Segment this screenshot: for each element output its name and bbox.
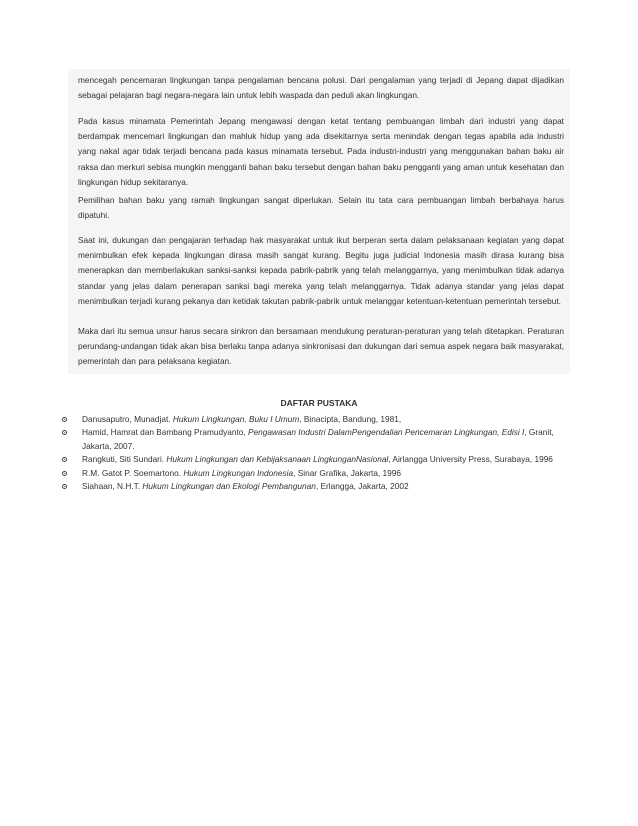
paragraph-3: Pemilihan bahan baku yang ramah lingkungan sangat diperlukan. Selain itu tata cara pembuangan limbah berbahaya harus dipatuhi.: [78, 195, 564, 221]
bibliography-title: DAFTAR PUSTAKA: [280, 398, 358, 408]
paragraph-5: Maka dari itu semua unsur harus secara sinkron dan bersamaan mendukung peraturan-peraturan yang telah ditetapkan. Peraturan perundang-undangan tidak akan bisa berlaku tanpa adanya sinkronisasi dan dukungan dari semua aspek negara baik masyarakat, pemerintah dan para pelaksana kegiatan.: [78, 326, 564, 367]
bullet-icon: [62, 417, 67, 422]
reference-author: R.M. Gatot P. Soemartono.: [82, 467, 184, 478]
bibliography-item: [0, 426, 562, 453]
reference-title: Hukum Lingkungan dan Kebijaksanaan LingkunganNasional: [166, 454, 389, 465]
reference-title: Hukum Lingkungan dan Ekologi Pembangunan: [142, 481, 316, 492]
reference-author: Hamid, Hamrat dan Bambang Pramudyanto,: [82, 427, 249, 438]
bibliography-list: [0, 413, 638, 493]
bibliography-item: [0, 467, 562, 480]
reference-title: Hukum Lingkungan Indonesia: [183, 467, 294, 478]
bullet-icon: [62, 430, 67, 435]
reference-publisher: , Granit, Jakarta, 2007.: [82, 427, 554, 451]
bibliography-item: [0, 453, 562, 466]
reference-title: Pengawasan Industri DalamPengendalian Pencemaran Lingkungan, Edisi I: [248, 427, 525, 438]
reference-title: Hukum Lingkungan, Buku I Umum: [172, 414, 300, 424]
reference-publisher: , Airlangga University Press, Surabaya, 1996: [388, 454, 553, 465]
reference-author: Danusaputro, Munadjat.: [82, 414, 173, 424]
paragraph-2: Pada kasus minamata Pemerintah Jepang mengawasi dengan ketat tentang pembuangan limbah dari industri yang dapat berdampak mencemari lingkungan dan mahluk hidup yang ada disekitarnya serta menindak dengan tegas apabila ada industri yang nakal agar tidak terjadi bencana pada kasus minamata tersebut. Pada industri-industri yang menggunakan bahan baku air raksa dan merkuri sebisa mungkin mengganti bahan baku tersebut dengan bahan baku pengganti yang aman untuk kesehatan dan lingkungan hidup sekitaranya.: [78, 116, 564, 187]
paragraph-4: Saat ini, dukungan dan pengajaran terhadap hak masyarakat untuk ikut berperan serta dalam pelaksanaan kegiatan yang dapat menimbulkan efek kepada lingkungan dirasa masih sangat kurang. Begitu juga judicial Indonesia masih dirasa kurang bisa menerapkan dan memberlakukan sanksi-sanksi kepada pabrik-pabrik yang telah melanggarnya, yang menimbulkan tidak adanya standar yang jelas dalam penerapan sanksi bagi mereka yang telah melanggarnya. Tidak adanya standar yang jelas dapat menimbulkan terjadi kurang pekanya dan ketidak takutan pabrik-pabrik untuk melanggar ketentuan-ketentuan pemerintah tersebut.: [78, 235, 564, 306]
reference-publisher: , Sinar Grafika, Jakarta, 1996: [293, 467, 402, 478]
bullet-icon: [62, 457, 67, 462]
bullet-icon: [62, 471, 67, 476]
bibliography-item: [0, 480, 562, 493]
reference-author: Siahaan, N.H.T.: [82, 481, 143, 492]
reference-author: Rangkuti, Siti Sundari.: [82, 454, 167, 465]
reference-publisher: , Binacipta, Bandung, 1981,: [299, 414, 402, 424]
bibliography-item: [0, 413, 562, 426]
paragraph-1: mencegah pencemaran lingkungan tanpa pengalaman bencana polusi. Dari pengalaman yang terjadi di Jepang dapat dijadikan sebagai pelajaran bagi negara-negara lain untuk lebih waspada dan peduli akan lingkungan.: [78, 75, 564, 101]
reference-publisher: , Erlangga, Jakarta, 2002: [315, 481, 409, 492]
bullet-icon: [62, 484, 67, 489]
